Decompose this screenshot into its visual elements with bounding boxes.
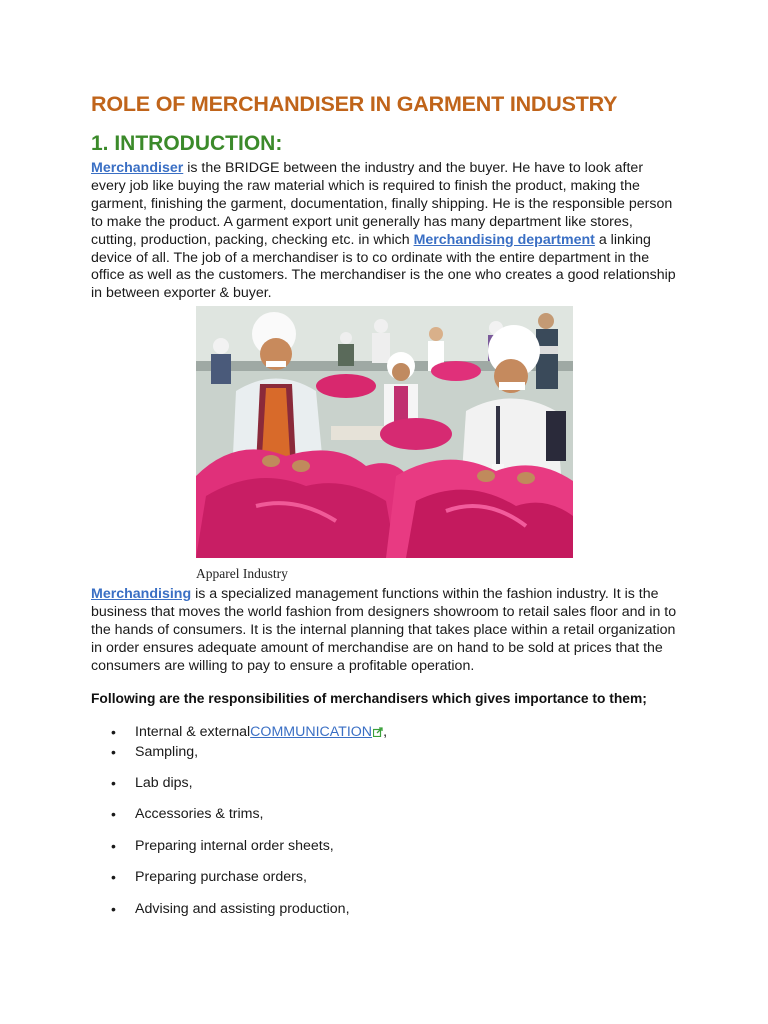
merchandising-link[interactable]: Merchandising bbox=[91, 586, 192, 602]
list-item-text bbox=[135, 724, 387, 740]
communication-prefix: Internal & external bbox=[135, 724, 251, 740]
communication-link[interactable]: COMMUNICATION bbox=[250, 724, 373, 740]
merchandising-text: is a specialized management functions within the fashion industry. It is the business that moves the world fashion from designers showroom to retail sales floor and in to the hands of consumers. It is the internal planning that takes place within a retail organization in order ensures adequate amount of merchandise are on hand to be sold at prices that the consumers are willing to pay to ensure a profitable operation. bbox=[91, 586, 677, 674]
document-title: ROLE OF MERCHANDISER IN GARMENT INDUSTRY bbox=[91, 92, 618, 116]
intro-text-1: is the BRIDGE between the industry and the buyer. He have to look after every job like buying the raw material which is required to finish the product, making the garment, finishing the garment, documentation, finally shipping. He is the responsible person to make the product. A garment export unit generally has many department like stores, cutting, production, packing, checking etc. in which bbox=[91, 160, 673, 248]
list-item-text: Sampling, bbox=[135, 744, 199, 760]
bullet-icon: • bbox=[111, 901, 116, 917]
bullet-icon: • bbox=[111, 744, 116, 760]
intro-text-2: a linking device of all. The job of a merchandiser is to co ordinate with the entire department in the office as well as the customers. The merchandiser is the one who creates a good relationship in between exporter & buyer. bbox=[91, 231, 676, 302]
figure-caption: Apparel Industry bbox=[196, 566, 288, 581]
garment-factory-illustration bbox=[196, 306, 573, 558]
list-item-text: Accessories & trims, bbox=[135, 806, 264, 822]
communication-suffix: , bbox=[383, 724, 388, 740]
merchandising-department-link[interactable]: Merchandising department bbox=[413, 231, 595, 248]
list-item-text: Preparing purchase orders, bbox=[135, 869, 307, 885]
intro-paragraph bbox=[91, 160, 681, 303]
bullet-icon: • bbox=[111, 775, 116, 791]
list-item-text: Lab dips, bbox=[135, 775, 193, 791]
external-link-icon[interactable] bbox=[373, 727, 383, 737]
bullet-icon: • bbox=[111, 806, 116, 822]
bullet-icon: • bbox=[111, 724, 116, 740]
bullet-icon: • bbox=[111, 838, 116, 854]
section-heading-introduction: 1. INTRODUCTION: bbox=[91, 132, 283, 155]
responsibilities-heading: Following are the responsibilities of merchandisers which gives importance to them; bbox=[91, 691, 647, 706]
list-item-text: Preparing internal order sheets, bbox=[135, 838, 334, 854]
garment-factory-photo bbox=[196, 306, 573, 558]
bullet-icon: • bbox=[111, 869, 116, 885]
list-item-text: Advising and assisting production, bbox=[135, 901, 350, 917]
merchandising-paragraph bbox=[91, 586, 681, 676]
merchandiser-link[interactable]: Merchandiser bbox=[91, 160, 184, 176]
